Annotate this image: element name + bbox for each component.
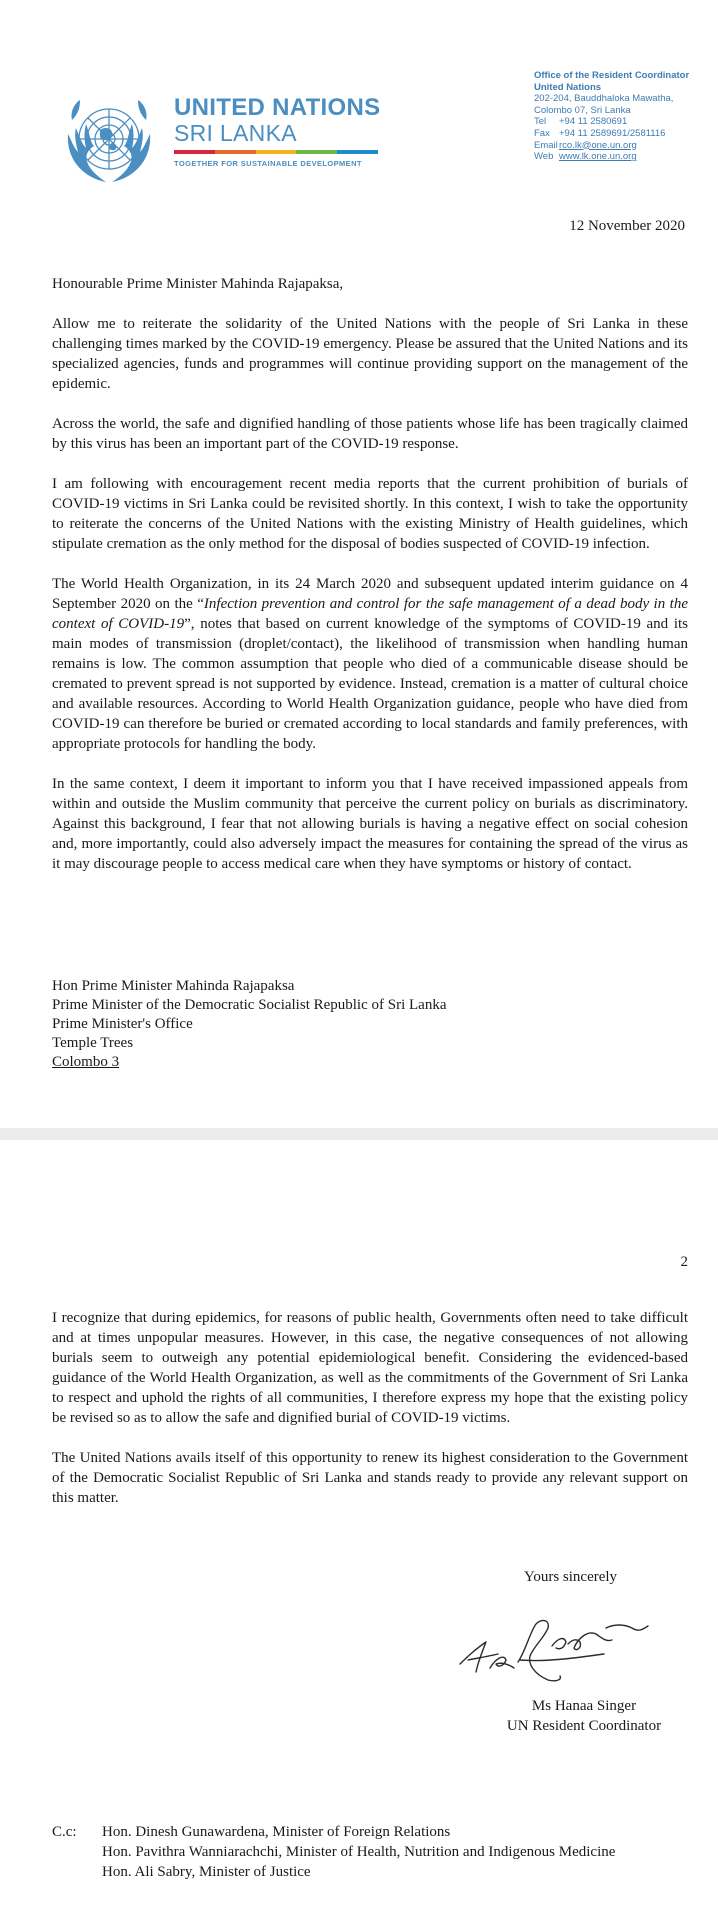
brand-color-bar [174, 150, 378, 154]
web-label: Web [534, 151, 554, 163]
letter-date: 12 November 2020 [569, 218, 685, 234]
cc-label-spacer [52, 1862, 102, 1882]
addressee-block [52, 977, 447, 1072]
letter-page-2 [0, 1140, 718, 1907]
tel-label: Tel [534, 116, 547, 128]
paragraph-who-guidance [52, 574, 688, 754]
closing: Yours sincerely [524, 1569, 618, 1585]
tel-value: +94 11 2580691 [559, 116, 628, 128]
org-name: UNITED NATIONS [174, 94, 381, 121]
cc-label-spacer [52, 1842, 102, 1862]
paragraph: I recognize that during epidemics, for reasons of public health, Governments often need to take difficult and at times unpopular measures. However, in this case, the negative consequences of not allowing burials seem to outweigh any potential epidemiological benefit. Considering the evidenced-based guidance of the World Health Organization, as well as the commitments of the Government of Sri Lanka to respect and uphold the rights of all communities, I therefore express my hope that the existing policy be revised so as to allow the safe and dignified burial of COVID-19 victims. [52, 1310, 688, 1426]
signer-block [496, 1696, 672, 1736]
cc-label: C.c: [52, 1824, 77, 1840]
web-link[interactable]: www.lk.one.un.org [559, 151, 637, 163]
addressee-city-text: Colombo 3 [52, 1054, 120, 1070]
office-org: United Nations [534, 81, 602, 93]
office-tel [534, 116, 714, 128]
addressee-name: Hon Prime Minister Mahinda Rajapaksa [52, 978, 295, 994]
color-bar-segment [337, 150, 378, 154]
office-contact-block [534, 70, 714, 163]
office-fax [534, 128, 714, 140]
office-address-line: Colombo 07, Sri Lanka [534, 104, 631, 116]
tagline: TOGETHER FOR SUSTAINABLE DEVELOPMENT [174, 159, 362, 168]
office-address-line: 202-204, Bauddhaloka Mawatha, [534, 93, 674, 105]
color-bar-segment [256, 150, 297, 154]
office-email [534, 140, 714, 152]
signature-image [456, 1602, 664, 1688]
cc-block [52, 1822, 615, 1882]
guidance-title: Infection prevention and control for the safe management of a dead body in the context of COVID-19 [52, 596, 688, 632]
addressee-office: Prime Minister's Office [52, 1016, 193, 1032]
paragraph: Allow me to reiterate the solidarity of the United Nations with the people of Sri Lanka in these challenging times marked by the COVID-19 emergency. Please be assured that the United Nations and its specialized agencies, funds and programmes will continue providing support on the management of the epidemic. [52, 316, 688, 392]
paragraph: Across the world, the safe and dignified handling of those patients whose life has been tragically claimed by this virus has been an important part of the COVID-19 response. [52, 416, 688, 452]
addressee-title: Prime Minister of the Democratic Socialist Republic of Sri Lanka [52, 997, 447, 1013]
color-bar-segment [174, 150, 215, 154]
page-separator [0, 1128, 718, 1140]
email-link[interactable]: rco.lk@one.un.org [559, 139, 637, 151]
color-bar-segment [215, 150, 256, 154]
cc-row [52, 1842, 615, 1862]
office-web [534, 151, 714, 163]
fax-label: Fax [534, 127, 550, 139]
paragraph-text: The World Health Organization, in its 24 March 2020 and subsequent updated interim guidance on 4 September 2020 on the “ [52, 576, 688, 612]
color-bar-segment [296, 150, 337, 154]
cc-recipient: Hon. Dinesh Gunawardena, Minister of Foreign Relations [102, 1824, 451, 1840]
paragraph: The United Nations avails itself of this opportunity to renew its highest consideration to the Government of the Democratic Socialist Republic of Sri Lanka and stands ready to provide any relevant support on this matter. [52, 1450, 688, 1506]
signer-title: UN Resident Coordinator [506, 1718, 662, 1734]
email-label: Email [534, 139, 558, 151]
addressee-city [52, 1053, 447, 1072]
addressee-place: Temple Trees [52, 1035, 134, 1051]
fax-value: +94 11 2589691/2581116 [559, 127, 666, 139]
cc-row [52, 1862, 615, 1882]
un-emblem-icon [56, 86, 162, 192]
letter-body-page-1 [52, 274, 688, 894]
page-number: 2 [680, 1254, 688, 1270]
salutation: Honourable Prime Minister Mahinda Rajapaksa, [52, 276, 344, 292]
paragraph: In the same context, I deem it important to inform you that I have received impassioned appeals from within and outside the Muslim community that perceive the current policy on burials as discriminatory. Against this background, I fear that not allowing burials is having a negative effect on social cohesion and, more importantly, could also adversely impact the measures for containing the spread of the virus as it may discourage people to access medical care when they have symptoms or history of contact. [52, 776, 688, 872]
signer-name: Ms Hanaa Singer [531, 1698, 637, 1714]
org-country: SRI LANKA [174, 120, 297, 146]
paragraph-text: ”, notes that based on current knowledge of the symptoms of COVID-19 and its main modes of transmission (droplet/contact), the likelihood of transmission when handling human remains is low. The common assumption that people who died of a communicable disease should be cremated to prevent spread is not supported by evidence. Instead, cremation is a matter of cultural choice and available resources. According to World Health Organization guidance, people who have died from COVID-19 can therefore be buried or cremated according to local standards and family preferences, with appropriate protocols for handling the body. [52, 616, 688, 752]
cc-row [52, 1822, 615, 1842]
cc-recipient: Hon. Ali Sabry, Minister of Justice [102, 1864, 311, 1880]
cc-recipient: Hon. Pavithra Wanniarachchi, Minister of Health, Nutrition and Indigenous Medicine [102, 1844, 616, 1860]
paragraph: I am following with encouragement recent media reports that the current prohibition of burials of COVID-19 victims in Sri Lanka could be revisited shortly. In this context, I wish to take the opportunity to reiterate the concerns of the United Nations with the existing Ministry of Health guidelines, which stipulate cremation as the only method for the disposal of bodies suspected of COVID-19 infection. [52, 476, 688, 552]
letter-body-page-2 [52, 1308, 688, 1528]
office-name: Office of the Resident Coordinator [534, 70, 690, 81]
